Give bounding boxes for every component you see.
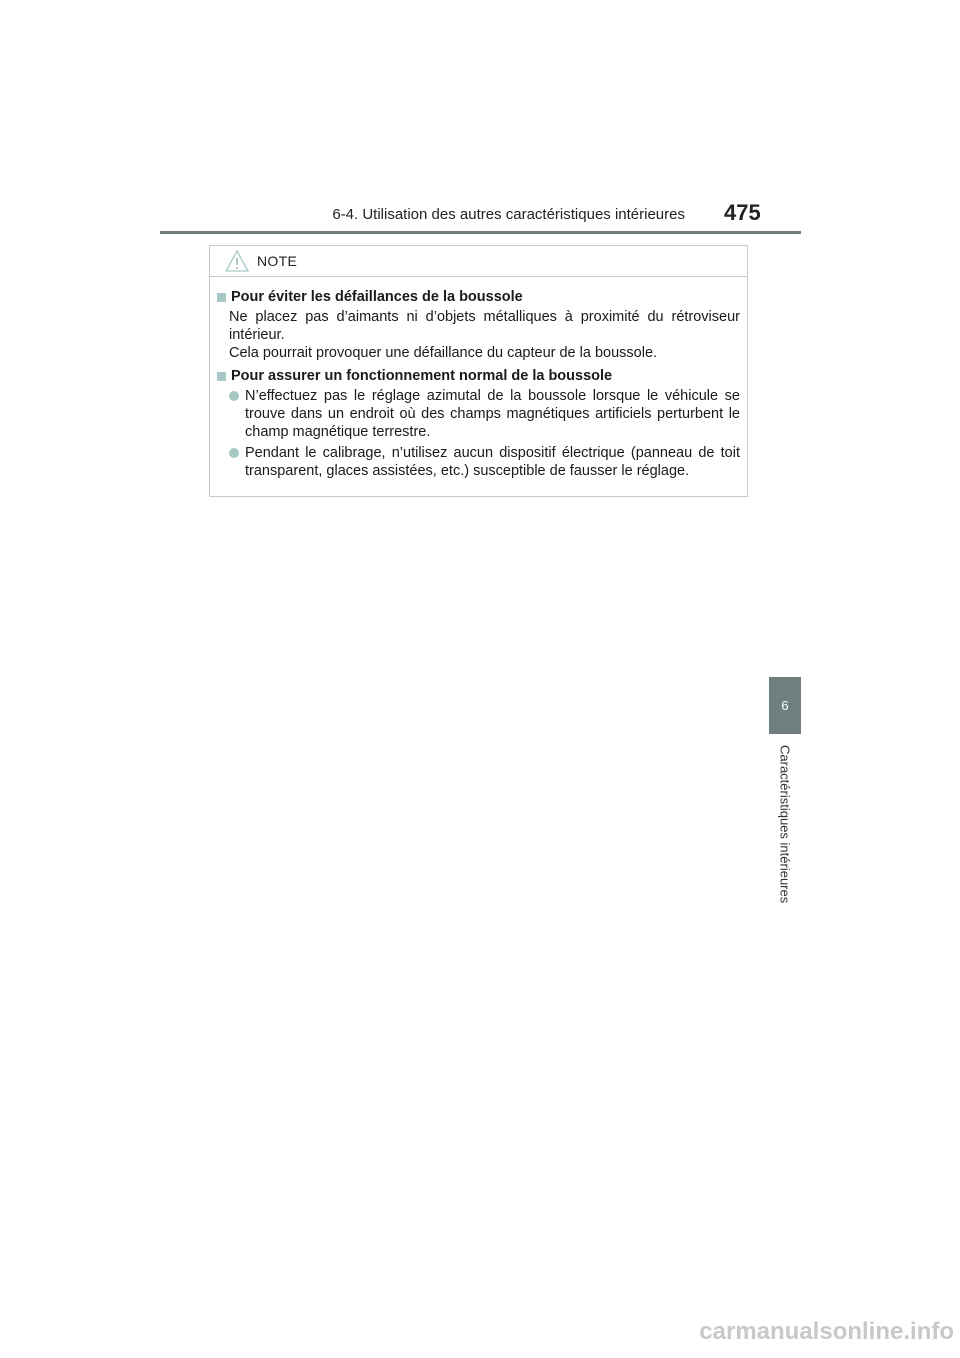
warning-triangle-icon (225, 250, 249, 272)
page-number: 475 (724, 200, 761, 225)
chapter-label: Caractéristiques intérieures (777, 745, 793, 904)
circle-bullet-icon (229, 391, 239, 401)
header-rule (160, 231, 801, 234)
section-heading (217, 368, 740, 384)
list-item (229, 444, 740, 480)
list-item (229, 387, 740, 441)
list-item-text: Pendant le calibrage, n’utilisez aucun dispositif électrique (panneau de toit transparent, glaces assistées, etc.) susceptible de fausser le réglage. (245, 445, 740, 479)
note-label: NOTE (257, 253, 298, 269)
section-paragraph: Ne placez pas d’aimants ni d’objets métalliques à proximité du rétroviseur intérieur. (229, 309, 740, 343)
section-paragraph: Cela pourrait provoquer une défaillance du capteur de la boussole. (229, 345, 658, 361)
chapter-tab: 6 (769, 677, 801, 734)
watermark: carmanualsonline.info (699, 1318, 954, 1345)
square-bullet-icon (217, 372, 226, 381)
note-header (210, 246, 747, 277)
section-heading-text: Pour assurer un fonctionnement normal de la boussole (231, 368, 613, 384)
list-item-text: N’effectuez pas le réglage azimutal de la boussole lorsque le véhicule se trouve dans un endroit où des champs magnétiques artificiels perturbent le champ magnétique terrestre. (245, 388, 740, 440)
header-title: 6-4. Utilisation des autres caractéristiques intérieures (332, 206, 685, 223)
chapter-side-label (771, 745, 799, 925)
section-heading (217, 289, 740, 305)
section-heading-text: Pour éviter les défaillances de la boussole (231, 289, 523, 305)
note-box (209, 245, 748, 497)
note-body (210, 277, 747, 480)
circle-bullet-icon (229, 448, 239, 458)
square-bullet-icon (217, 293, 226, 302)
